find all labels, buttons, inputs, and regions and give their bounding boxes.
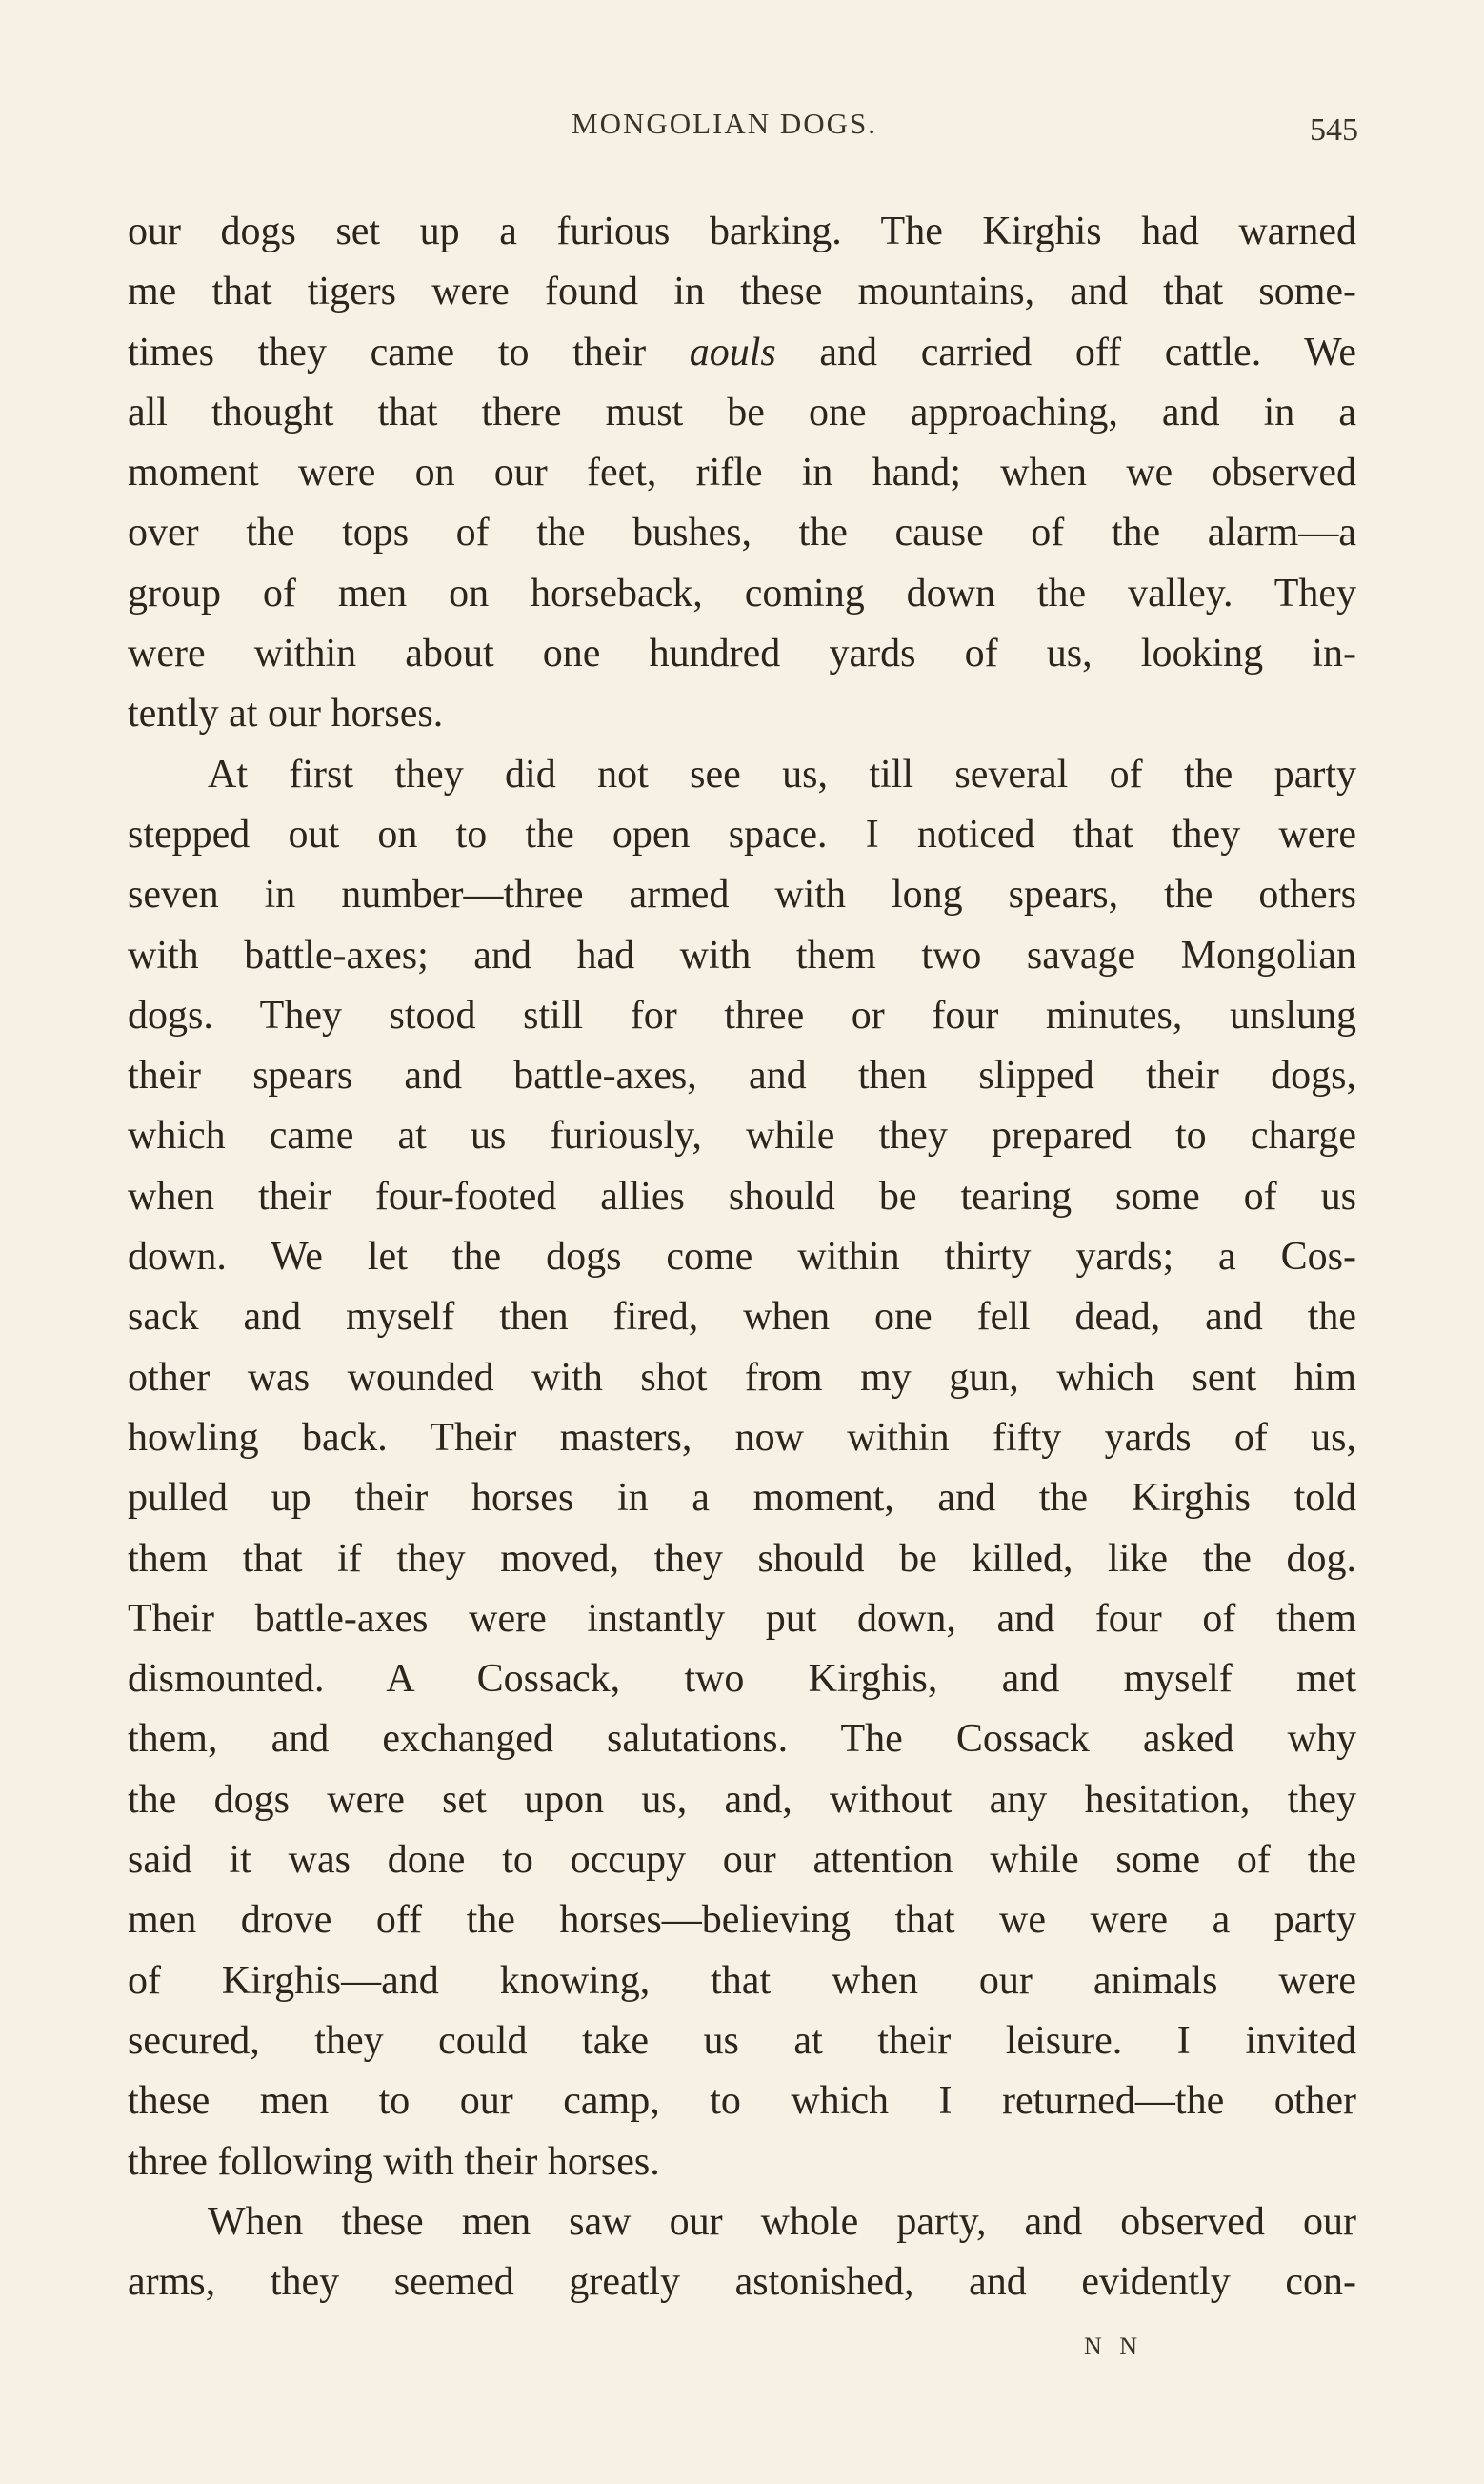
text-line: said it was done to occupy our attention while some of the	[128, 1838, 1356, 1883]
text-line: their spears and battle-axes, and then slipped their dogs,	[128, 1054, 1356, 1099]
text-line: the dogs were set upon us, and, without any hesitation, they	[128, 1777, 1356, 1822]
text-line: group of men on horseback, coming down the valley. They	[128, 571, 1356, 616]
text-line: dismounted. A Cossack, two Kirghis, and myself met	[128, 1657, 1356, 1702]
text-line: down. We let the dogs come within thirty yards; a Cos-	[128, 1235, 1356, 1280]
text-line: seven in number—three armed with long spears, the others	[128, 873, 1356, 918]
paragraph	[128, 745, 1356, 2192]
text-line: them, and exchanged salutations. The Cossack asked why	[128, 1717, 1356, 1762]
text-line: our dogs set up a furious barking. The Kirghis had warned	[128, 210, 1356, 253]
text-line: when their four-footed allies should be tearing some of us	[128, 1174, 1356, 1219]
text-line: men drove off the horses—believing that we were a party	[128, 1898, 1356, 1943]
text-line: were within about one hundred yards of us, looking in-	[128, 632, 1356, 677]
paragraph	[128, 202, 1356, 745]
text-line: sack and myself then fired, when one fell dead, and the	[128, 1295, 1356, 1340]
text-line: them that if they moved, they should be killed, like the dog.	[128, 1536, 1356, 1581]
running-title: MONGOLIAN DOGS.	[572, 107, 878, 140]
text-line: tently at our horses.	[128, 692, 444, 737]
paragraph	[128, 2192, 1356, 2313]
text-line: stepped out on to the open space. I noticed that they were	[128, 812, 1356, 857]
running-head	[0, 107, 1484, 154]
text-line: these men to our camp, to which I returned—the other	[128, 2079, 1356, 2124]
text-line: of Kirghis—and knowing, that when our animals were	[128, 1958, 1356, 2003]
text-line: over the tops of the bushes, the cause of the alarm—a	[128, 511, 1356, 555]
text-line: other was wounded with shot from my gun, which sent him	[128, 1355, 1356, 1400]
text-line: pulled up their horses in a moment, and the Kirghis told	[128, 1476, 1356, 1521]
text-line: moment were on our feet, rifle in hand; when we observed	[128, 451, 1356, 495]
text-line: all thought that there must be one approaching, and in a	[128, 390, 1356, 434]
text-line: dogs. They stood still for three or four minutes, unslung	[128, 993, 1356, 1038]
text-line: with battle-axes; and had with them two savage Mongolian	[128, 933, 1356, 978]
text-line: arms, they seemed greatly astonished, and evidently con-	[128, 2260, 1356, 2305]
page-number: 545	[1310, 112, 1358, 148]
signature-mark: N N	[1084, 2333, 1144, 2360]
text-line: At first they did not see us, till several of the party	[208, 752, 1356, 797]
italic-term: aouls	[689, 330, 776, 374]
text-line: me that tigers were found in these mountains, and that some-	[128, 270, 1356, 314]
text-line: secured, they could take us at their leisure. I invited	[128, 2018, 1356, 2063]
text-line: howling back. Their masters, now within fifty yards of us,	[128, 1415, 1356, 1460]
text-line: three following with their horses.	[128, 2139, 660, 2184]
text-line: Their battle-axes were instantly put down, and four of them	[128, 1596, 1356, 1641]
body-text	[128, 202, 1356, 2312]
text-line: which came at us furiously, while they prepared to charge	[128, 1114, 1356, 1159]
text-line: times they came to their aouls and carried off cattle. We	[128, 330, 1356, 374]
text-line: When these men saw our whole party, and observed our	[208, 2199, 1356, 2244]
